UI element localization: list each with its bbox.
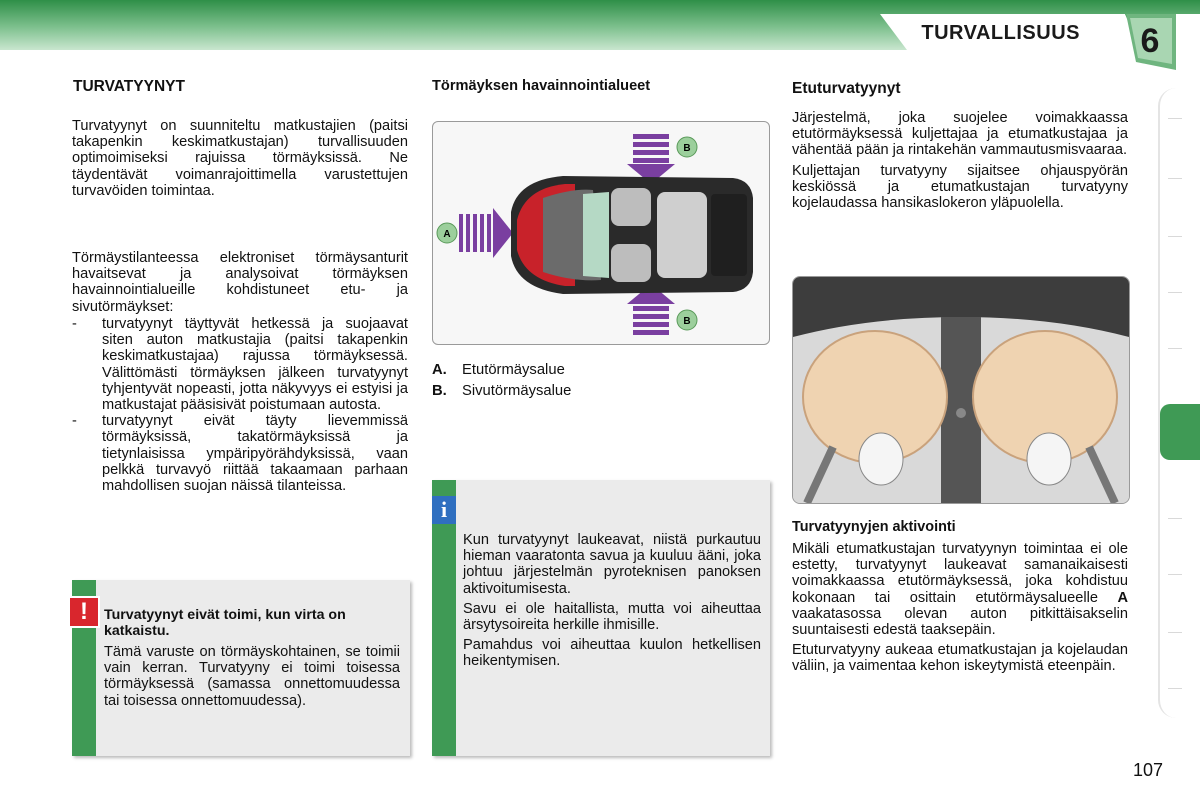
page-number: 107	[1133, 760, 1164, 780]
warning-icon: !	[68, 596, 100, 628]
chapter-tab[interactable]	[1168, 178, 1182, 179]
list-dash: -	[72, 413, 77, 430]
zone-label-a	[437, 223, 457, 243]
zone-reference: A	[1117, 589, 1128, 606]
chapter-tab[interactable]	[1168, 292, 1182, 293]
legend-item	[432, 381, 571, 402]
info-text	[463, 532, 761, 674]
chapter-tab[interactable]	[1168, 688, 1182, 689]
activation-heading: Turvatyynyjen aktivointi	[792, 519, 956, 535]
legend-item	[432, 360, 571, 381]
paragraph: Kuljettajan turvatyyny sijaitsee ohjauspyörän keskiössä ja etumatkustajan turvatyyny kojelaudassa hansikaslokeron yläpuolella.	[792, 162, 1128, 212]
svg-text:B: B	[683, 143, 691, 154]
behaviour-list	[72, 316, 408, 494]
front-airbags-text	[792, 110, 1128, 215]
svg-text:B: B	[683, 316, 691, 327]
paragraph-text: vaakatasossa olevan auton pitkittäisakselin suuntaisesti edestä taaksepäin.	[792, 605, 1128, 639]
legend-text: Etutörmäysalue	[462, 362, 565, 378]
section-title: TURVALLISUUS	[921, 22, 1080, 44]
paragraph-text: Mikäli etumatkustajan turvatyynyn toimintaa ei ole estetty, turvatyynyt laukeavat samanaikaisesti voimakkaassa etutörmäyksessä, joka kohdistuu kokonaan tai osittain etutörmäysalueelle	[792, 541, 1128, 606]
legend-key: B.	[432, 383, 447, 399]
car-body	[511, 176, 753, 294]
deployed-airbags-illustration	[792, 276, 1130, 504]
chapter-tab[interactable]	[1168, 348, 1182, 349]
paragraph	[792, 541, 1128, 638]
list-item	[72, 413, 408, 494]
detection-zone-diagram	[432, 121, 770, 345]
chapter-tab-active[interactable]	[1160, 404, 1200, 460]
diagram-heading: Törmäyksen havainnointialueet	[432, 78, 651, 94]
zone-label-b-bottom	[677, 310, 697, 330]
chapter-tab[interactable]	[1168, 118, 1182, 119]
chapter-tab[interactable]	[1168, 574, 1182, 575]
front-airbags-heading: Etuturvatyynyt	[792, 80, 901, 97]
chapter-tab[interactable]	[1168, 518, 1182, 519]
info-icon: i	[432, 496, 456, 524]
activation-text	[792, 541, 1128, 679]
section-heading: TURVATYYNYT	[73, 78, 185, 95]
intro-paragraph: Turvatyynyt on suunniteltu matkustajien (paitsi takapenkin keskimatkustajan) turvallisuuden optimoimiseksi rajuissa törmäyksissä. Ne täydentävät voimanrajoittimella varustettujen turvavöiden toimintaa.	[72, 118, 408, 199]
chapter-tab[interactable]	[1168, 236, 1182, 237]
svg-text:A: A	[443, 229, 451, 240]
info-paragraph: Savu ei ole haitallista, mutta voi aiheuttaa ärsytysoireita herkille ihmisille.	[463, 600, 761, 634]
front-zone-arrow	[459, 208, 513, 258]
side-zone-arrow-top	[627, 134, 675, 184]
car-top-view-illustration	[433, 122, 769, 344]
warning-text: Tämä varuste on törmäyskohtainen, se toimii vain kerran. Turvatyyny ei toimi toisessa törmäyksessä (samassa onnettomuudessa tai toisessa onnettomuudessa).	[104, 644, 400, 709]
warning-title: Turvatyynyt eivät toimi, kun virta on katkaistu.	[104, 607, 346, 639]
chapter-tab-rail	[1158, 88, 1194, 718]
list-item	[72, 316, 408, 413]
legend-text: Sivutörmäysalue	[462, 383, 572, 399]
paragraph: Järjestelmä, joka suojelee voimakkaassa etutörmäyksessä kuljettajaa ja etumatkustajaa ja vähentää pään ja rintakehän vammautusmisvaaraa.	[792, 110, 1128, 159]
chapter-number: 6	[1140, 22, 1160, 60]
diagram-legend	[432, 360, 571, 402]
info-paragraph: Kun turvatyynyt laukeavat, niistä purkautuu hieman vaaratonta savua ja kuuluu ääni, joka johtuu järjestelmän pyroteknisen panoksen aktivoitumisesta.	[463, 532, 761, 597]
list-item-text: turvatyynyt täyttyvät hetkessä ja suojaavat siten auton matkustajia (paitsi takapenkin keskimatkustajaa) rajussa törmäyksessä. Välittömästi törmäyksen jälkeen turvatyynyt tyhjentyvät nopeasti, jotta näkyvyys ei estyisi ja matkustajat pääsisivät poistumaan autosta.	[102, 316, 408, 414]
legend-key: A.	[432, 362, 447, 378]
zone-label-b-top	[677, 137, 697, 157]
paragraph: Etuturvatyyny aukeaa etumatkustajan ja kojelaudan väliin, ja vaimentaa kehon iskeytymistä eteenpäin.	[792, 642, 1128, 675]
list-dash: -	[72, 316, 77, 332]
list-item-text: turvatyynyt eivät täyty lievemmissä törmäyksissä, takatörmäyksissä ja tietynlaisissa ympäripyörähdyksissä, vaan pelkkä turvavyö riittää takaamaan parhaan mahdollisen suojan näissä tilanteissa.	[102, 413, 408, 495]
sensor-paragraph: Törmäystilanteessa elektroniset törmäysanturit havaitsevat ja analysoivat törmäyksen havainnointialueille kohdistuneet etu- ja sivutörmäykset:	[72, 250, 408, 315]
info-paragraph: Pamahdus voi aiheuttaa kuulon hetkellisen heikentymisen.	[463, 637, 761, 670]
chapter-tab[interactable]	[1168, 632, 1182, 633]
